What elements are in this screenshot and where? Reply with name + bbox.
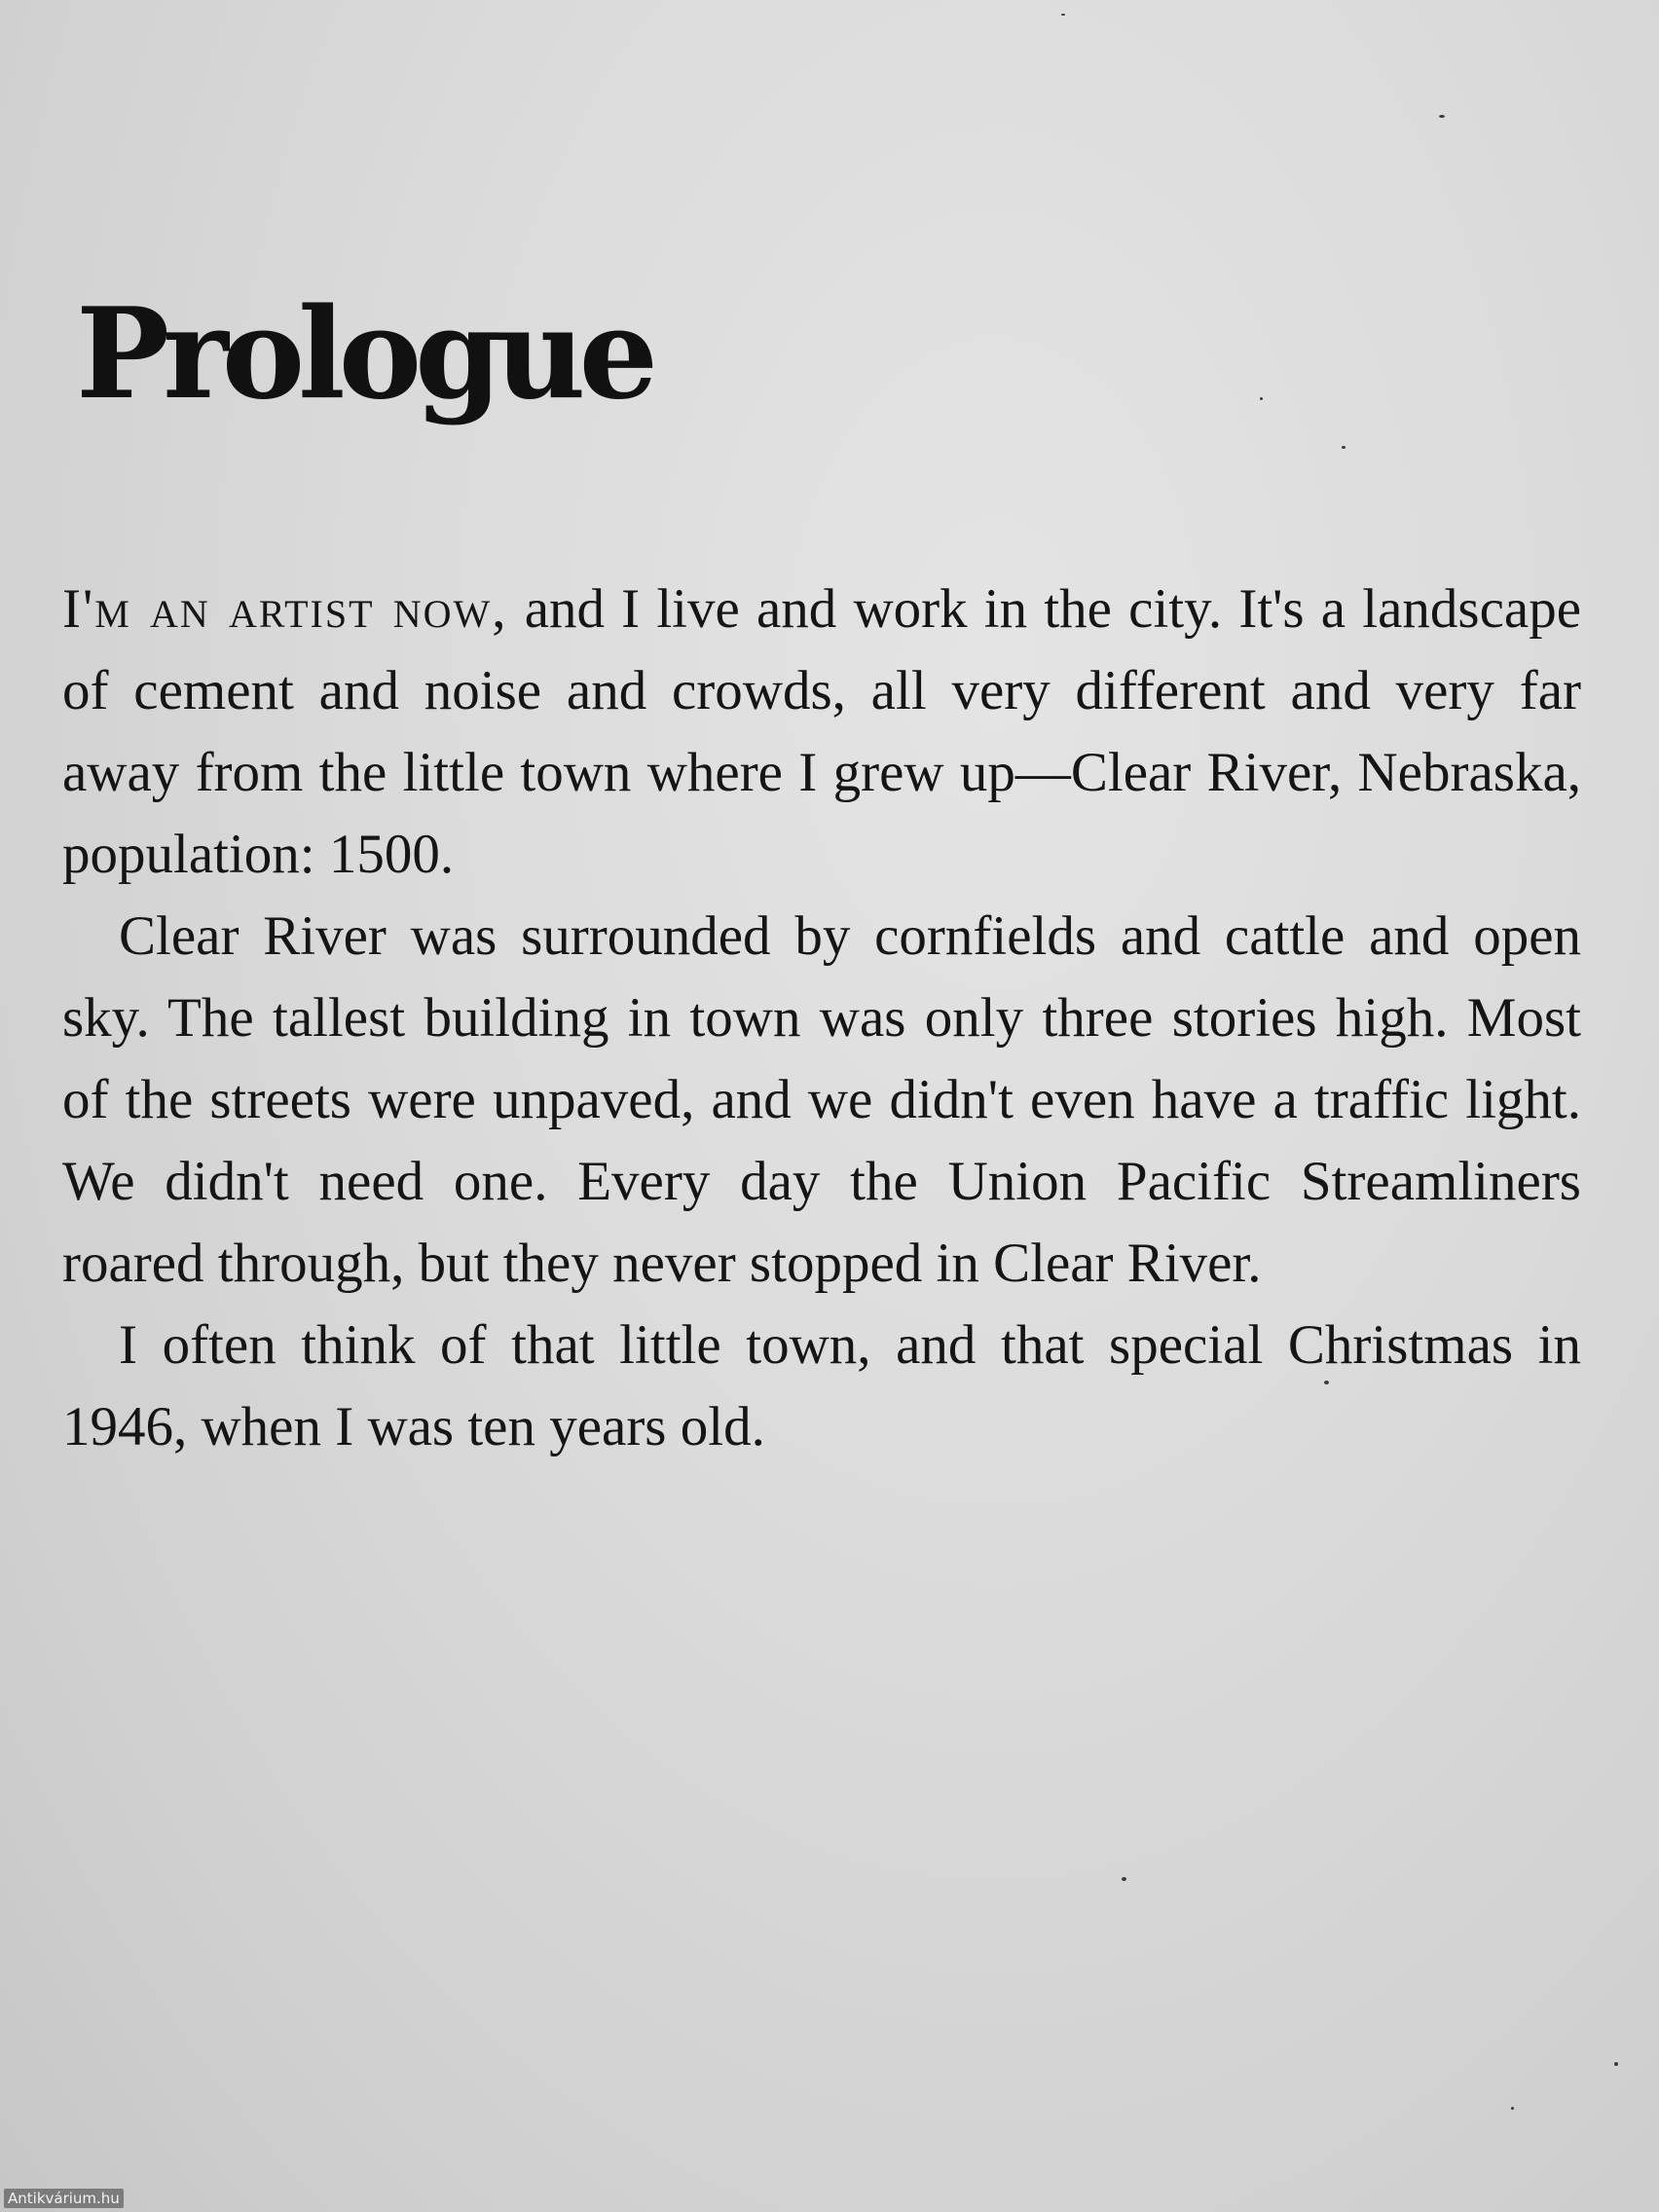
chapter-title: Prologue — [76, 281, 652, 427]
paragraph — [62, 569, 1581, 896]
paper-speck — [1614, 2062, 1618, 2066]
paper-speck — [1342, 446, 1346, 449]
watermark: Antikvárium.hu — [4, 2189, 124, 2208]
paragraph-text: and I live and work in the city. It's a landscape of cement and noise and crowds, all very different and very far away from the little town where I grew up—Clear River, Nebraska, population: 1500. — [62, 578, 1581, 885]
paper-speck — [1061, 14, 1065, 16]
paper-speck — [1439, 115, 1445, 118]
paragraph-lead-in: I'm an artist now, — [62, 578, 508, 640]
paper-speck — [1260, 397, 1263, 400]
paper-speck — [1511, 2107, 1514, 2110]
paper-speck — [1122, 1877, 1126, 1881]
paragraph: I often think of that little town, and that special Christmas in 1946, when I was ten years old. — [62, 1314, 1581, 1457]
chapter-body — [62, 569, 1581, 1468]
paragraph: Clear River was surrounded by cornfields and cattle and open sky. The tallest building in town was only three stories high. Most of the streets were unpaved, and we didn't even have a traffic light. We didn't need one. Every day the Union Pacific Streamliners roared through, but they never stopped in Clear River. — [62, 905, 1581, 1294]
